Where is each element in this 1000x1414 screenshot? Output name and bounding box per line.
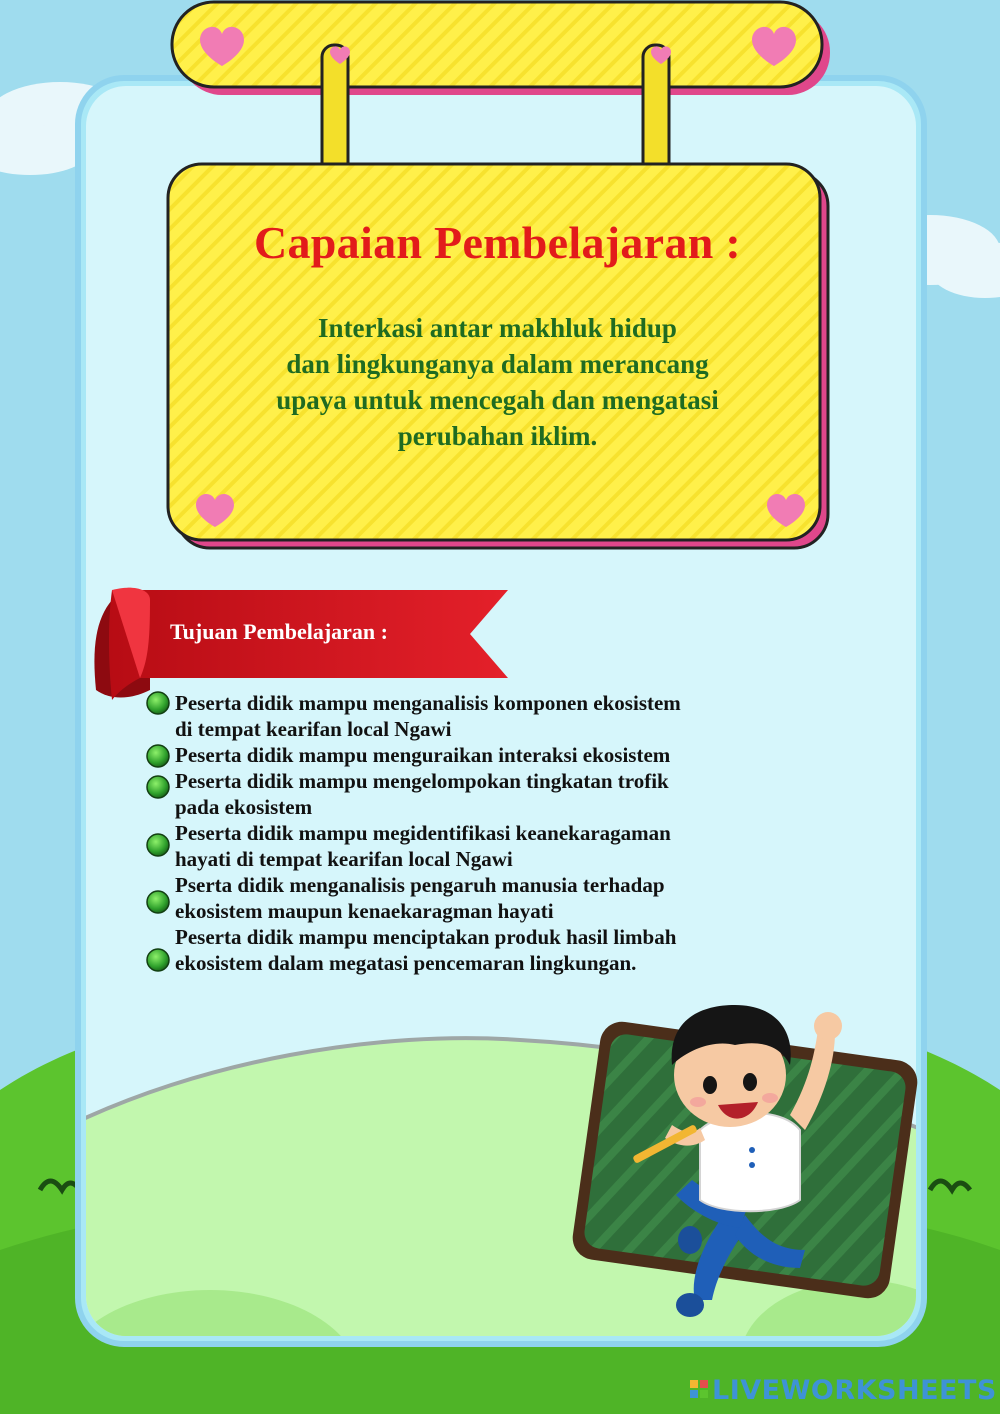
sign-line: dan lingkunganya dalam merancang <box>286 349 709 379</box>
goal-list <box>147 690 767 976</box>
brand-watermark[interactable] <box>690 1374 997 1406</box>
goal-text: Peserta didik mampu menguraikan interaksi ekosistem <box>175 743 671 767</box>
goal-text: Peserta didik mampu mengelompokan tingkatan trofik <box>175 769 669 793</box>
sign-line: Interkasi antar makhluk hidup <box>318 313 677 343</box>
list-item <box>147 690 767 742</box>
list-item <box>147 742 767 768</box>
goal-text: Peserta didik mampu menciptakan produk hasil limbah <box>175 925 677 949</box>
sign-line: perubahan iklim. <box>397 421 598 451</box>
goal-text: ekosistem maupun kenaekaragman hayati <box>175 899 554 923</box>
brand-name: LIVEWORKSHEETS <box>712 1374 997 1406</box>
goal-text: hayati di tempat kearifan local Ngawi <box>175 847 513 871</box>
goal-text: Peserta didik mampu menganalisis komponen ekosistem <box>175 691 681 715</box>
goal-text: di tempat kearifan local Ngawi <box>175 717 452 741</box>
sign-body <box>200 310 795 454</box>
goal-text: pada ekosistem <box>175 795 313 819</box>
goal-text: ekosistem dalam megatasi pencemaran lingkungan. <box>175 951 637 975</box>
goal-text: Peserta didik mampu megidentifikasi keanekaragaman <box>175 821 671 845</box>
list-item <box>147 768 767 820</box>
list-item <box>147 872 767 924</box>
goal-text: Pserta didik menganalisis pengaruh manusia terhadap <box>175 873 665 897</box>
sign-title: Capaian Pembelajaran : <box>253 217 742 268</box>
sign-line: upaya untuk mencegah dan mengatasi <box>276 385 719 415</box>
list-item <box>147 924 767 976</box>
list-item <box>147 820 767 872</box>
ribbon-label: Tujuan Pembelajaran : <box>170 619 388 644</box>
sign-top-bar <box>172 2 830 95</box>
